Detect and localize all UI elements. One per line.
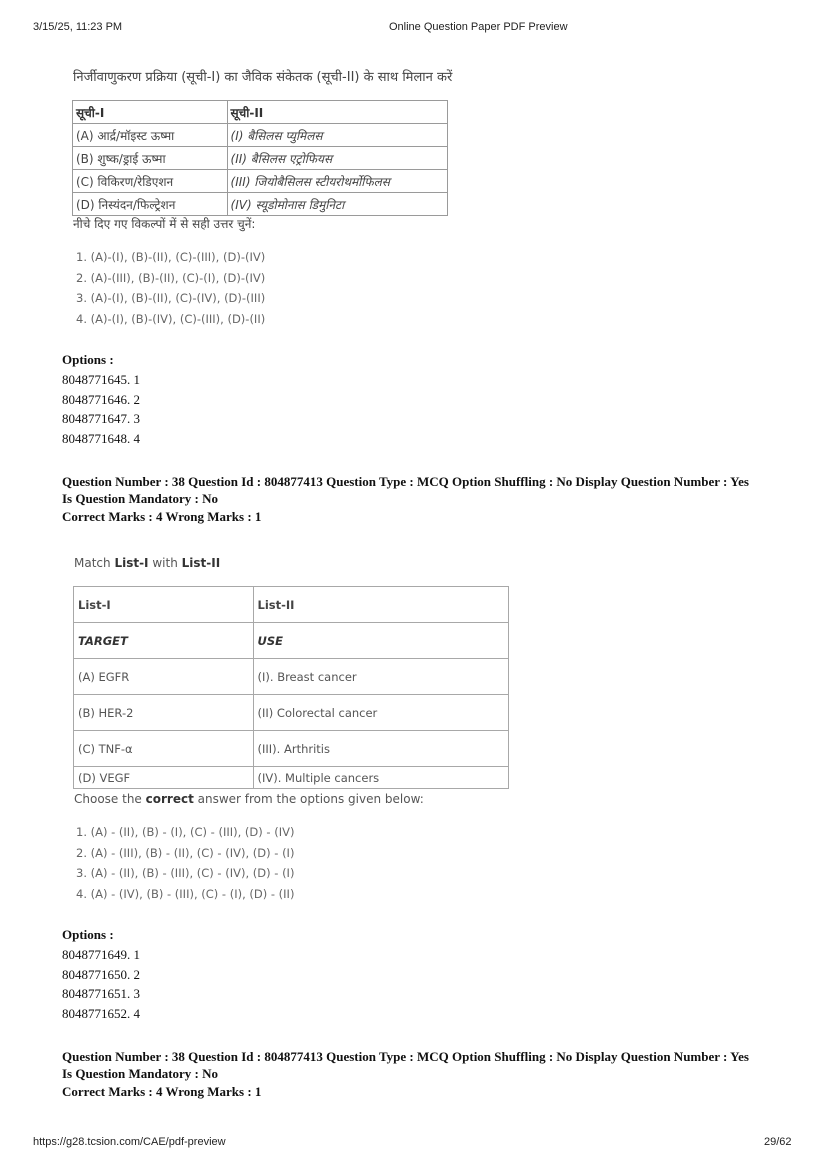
table-cell: (B) HER-2: [74, 695, 254, 731]
q38-stem: [74, 556, 220, 570]
q37-choices: [76, 247, 265, 329]
table-cell: (A) EGFR: [74, 659, 254, 695]
option-item: 8048771651. 3: [62, 986, 140, 1001]
print-title: Online Question Paper PDF Preview: [389, 21, 568, 33]
instr-bold: correct: [145, 792, 194, 806]
stem-bold: List-II: [181, 556, 221, 570]
table-subheader-row: [74, 623, 509, 659]
table-cell: (D) निस्यंदन/फिल्ट्रेशन: [73, 193, 228, 216]
table-cell: (B) शुष्क/ड्राई ऊष्मा: [73, 147, 228, 170]
table-header-cell: सूची-II: [227, 101, 447, 124]
option-item: 8048771650. 2: [62, 966, 140, 982]
q38-choices: [76, 822, 294, 904]
table-row: [74, 695, 509, 731]
table-header-cell: List-II: [253, 587, 508, 623]
choice-item: 2. (A) - (III), (B) - (II), (C) - (IV), (D) - (I): [76, 845, 295, 860]
q37-stem: निर्जीवाणुकरण प्रक्रिया (सूची-I) का जैविक संकेतक (सूची-II) के साथ मिलान करें: [73, 70, 453, 85]
table-header-cell: List-I: [74, 587, 254, 623]
table-cell: (A) आर्द्र/मॉइस्ट ऊष्मा: [73, 124, 228, 147]
table-row: [73, 170, 448, 193]
meta-line: Is Question Mandatory : No: [62, 490, 219, 506]
option-item: 8048771645. 1: [62, 372, 140, 387]
option-item: 8048771648. 4: [62, 430, 140, 446]
table-cell: (I). Breast cancer: [253, 659, 508, 695]
choice-item: 1. (A) - (II), (B) - (I), (C) - (III), (D) - (IV): [76, 825, 295, 839]
choice-item: 3. (A)-(I), (B)-(II), (C)-(IV), (D)-(III): [76, 291, 266, 305]
table-cell: (I) बैसिलस प्युमिलस: [227, 124, 447, 147]
meta-line: Question Number : 38 Question Id : 804877413 Question Type : MCQ Option Shuffling : No Display Question Number : Yes: [62, 1049, 749, 1064]
table-row: [73, 193, 448, 216]
stem-bold: List-I: [114, 556, 149, 570]
q38-instruction: [74, 792, 424, 806]
table-header-row: [73, 101, 448, 124]
print-url: https://g28.tcsion.com/CAE/pdf-preview: [33, 1136, 226, 1148]
table-header-cell: सूची-I: [73, 101, 228, 124]
question-meta: [62, 474, 749, 526]
q37-instruction: नीचे दिए गए विकल्पों में से सही उत्तर चुनें:: [73, 217, 256, 231]
meta-line: Is Question Mandatory : No: [62, 1065, 219, 1081]
table-cell: (III). Arthritis: [253, 731, 508, 767]
option-item: 8048771649. 1: [62, 947, 140, 962]
q38-options-list: [62, 945, 140, 1023]
q38-match-table: [73, 586, 509, 789]
table-row: [74, 659, 509, 695]
instr-text: Choose the: [74, 792, 146, 806]
stem-text: with: [148, 556, 182, 570]
table-subheader-cell: USE: [253, 623, 508, 659]
option-item: 8048771647. 3: [62, 411, 140, 426]
table-cell: (II) Colorectal cancer: [253, 695, 508, 731]
option-item: 8048771646. 2: [62, 391, 140, 407]
table-cell: (II) बैसिलस एट्रोफियस: [227, 147, 447, 170]
stem-text: Match: [74, 556, 115, 570]
q37-match-table: [72, 100, 448, 216]
page-number: 29/62: [764, 1136, 792, 1148]
options-label: Options :: [62, 927, 114, 942]
choice-item: 3. (A) - (II), (B) - (III), (C) - (IV), (D) - (I): [76, 866, 295, 880]
question-meta: [62, 1049, 749, 1101]
table-row: [74, 731, 509, 767]
print-datetime: 3/15/25, 11:23 PM: [33, 21, 123, 33]
choice-item: 4. (A)-(I), (B)-(IV), (C)-(III), (D)-(II): [76, 311, 266, 326]
table-row: [73, 124, 448, 147]
table-cell: (III) जियोबैसिलस स्टीयरोथर्मोफिलस: [227, 170, 447, 193]
instr-text: answer from the options given below:: [193, 792, 424, 806]
meta-line: Correct Marks : 4 Wrong Marks : 1: [62, 509, 262, 524]
table-cell: (C) विकिरण/रेडिएशन: [73, 170, 228, 193]
meta-line: Question Number : 38 Question Id : 804877413 Question Type : MCQ Option Shuffling : No Display Question Number : Yes: [62, 474, 749, 489]
table-cell: (IV) स्यूडोमोनास डिमुनिटा: [227, 193, 447, 216]
table-cell: (IV). Multiple cancers: [253, 767, 508, 789]
q37-options-list: [62, 370, 140, 448]
table-subheader-cell: TARGET: [74, 623, 254, 659]
table-row: [73, 147, 448, 170]
options-label: Options :: [62, 352, 114, 367]
table-cell: (C) TNF-α: [74, 731, 254, 767]
table-row: [74, 767, 509, 789]
option-item: 8048771652. 4: [62, 1005, 140, 1021]
choice-item: 1. (A)-(I), (B)-(II), (C)-(III), (D)-(IV): [76, 250, 266, 264]
choice-item: 2. (A)-(III), (B)-(II), (C)-(I), (D)-(IV): [76, 270, 266, 285]
table-cell: (D) VEGF: [74, 767, 254, 789]
table-header-row: [74, 587, 509, 623]
choice-item: 4. (A) - (IV), (B) - (III), (C) - (I), (D) - (II): [76, 886, 295, 901]
meta-line: Correct Marks : 4 Wrong Marks : 1: [62, 1084, 262, 1099]
